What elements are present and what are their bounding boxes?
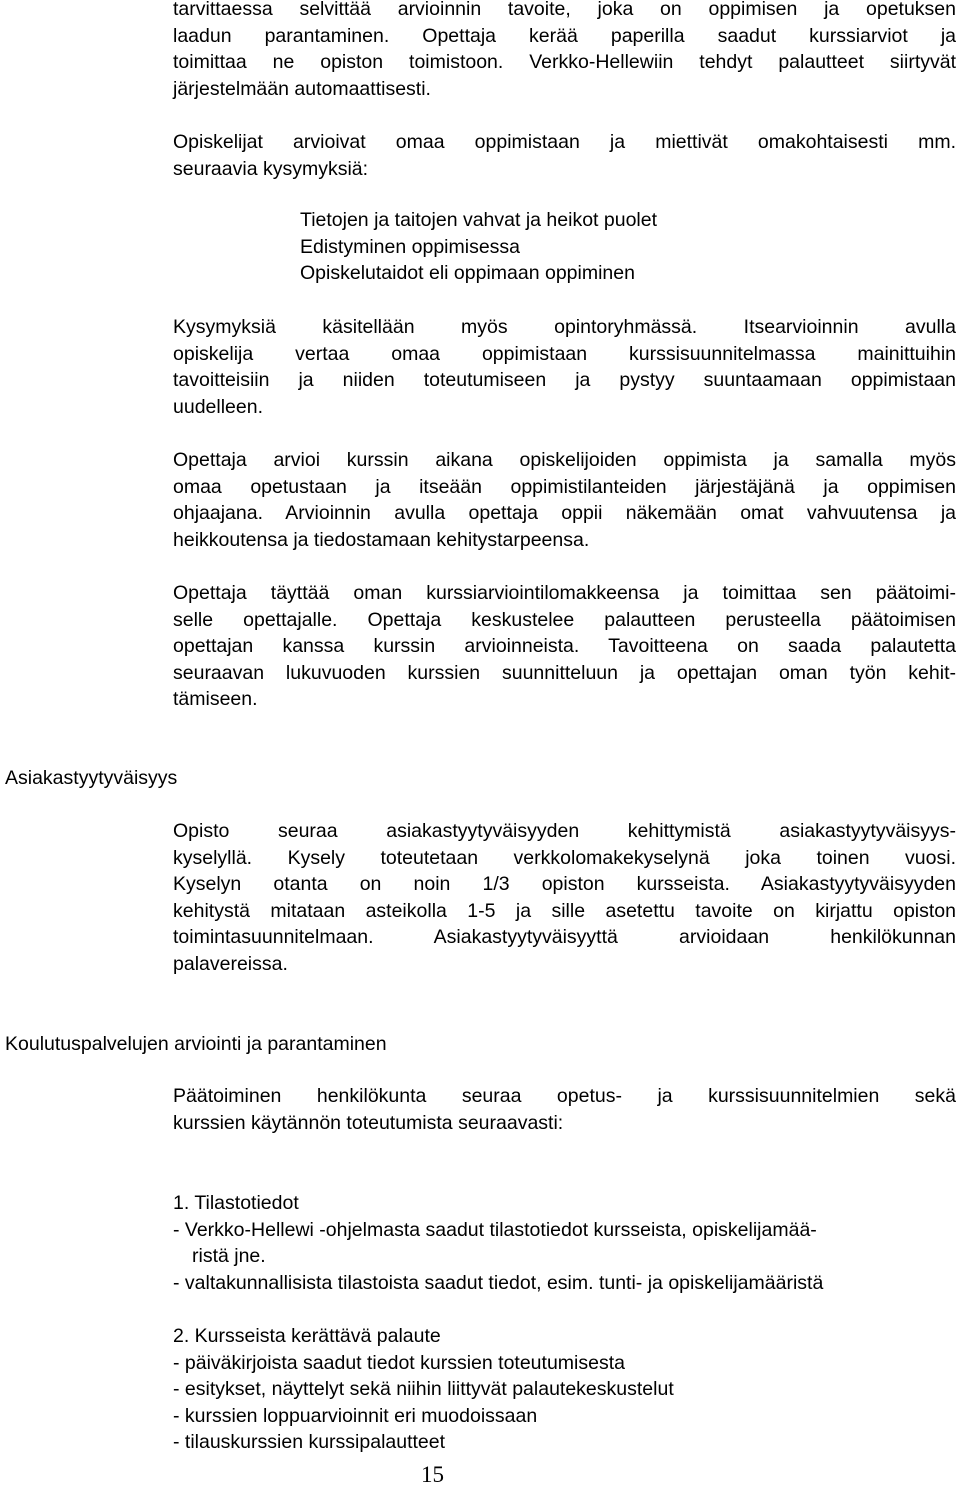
- question-item: Edistyminen oppimisessa: [300, 235, 521, 258]
- text-line: Päätoiminen henkilökunta seuraa opetus- ja kurssisuunnitelmien sekä: [173, 1085, 956, 1107]
- text-line: heikkoutensa ja tiedostamaan kehitystarpeensa.: [173, 528, 590, 551]
- text-line: Kyselyn otanta on noin 1/3 opiston kursseista. Asiakastyytyväisyyden: [173, 873, 956, 895]
- text-line: seuraavan lukuvuoden kurssien suunnitteluun ja opettajan oman työn kehit-: [173, 661, 956, 684]
- page-number: 15: [421, 1462, 444, 1487]
- text-line: Opiskelijat arvioivat omaa oppimistaan ja miettivät omakohtaisesti mm.: [173, 131, 956, 153]
- section-heading-customer-satisfaction: Asiakastyytyväisyys: [5, 767, 178, 789]
- text-line: opettajan kanssa kurssin arvioinneista. Tavoitteena on saada palautetta: [173, 635, 956, 657]
- text-line: tarvittaessa selvittää arvioinnin tavoite, joka on oppimisen ja opetuksen: [173, 0, 956, 20]
- text-line: palavereissa.: [173, 952, 288, 975]
- statistics-list: [173, 1190, 956, 1296]
- text-line: järjestelmään automaattisesti.: [173, 77, 431, 100]
- list-title: 1. Tilastotiedot: [173, 1192, 299, 1214]
- top-paragraph: [173, 0, 956, 102]
- list-item: - kurssien loppuarvioinnit eri muodoissaan: [173, 1404, 538, 1427]
- text-line: Opisto seuraa asiakastyytyväisyyden kehittymistä asiakastyytyväisyys-: [173, 820, 956, 842]
- text-line: uudelleen.: [173, 395, 263, 418]
- teacher-eval-paragraph: [173, 447, 956, 553]
- text-line: kurssien käytännön toteutumista seuraavasti:: [173, 1111, 564, 1134]
- self-eval-intro: [173, 129, 956, 182]
- teacher-form-paragraph: [173, 580, 956, 713]
- text-line: Opettaja arvioi kurssin aikana opiskelijoiden oppimista ja samalla myös: [173, 449, 956, 471]
- text-line: tavoitteisiin ja niiden toteutumiseen ja pystyy suuntaamaan oppimistaan: [173, 369, 956, 391]
- question-item: Tietojen ja taitojen vahvat ja heikot puolet: [300, 209, 658, 231]
- list-item: - tilauskurssien kurssipalautteet: [173, 1431, 446, 1453]
- text-line: opiskelija vertaa omaa oppimistaan kurssisuunnitelmassa mainittuihin: [173, 342, 956, 365]
- text-line: omaa opetustaan ja itseään oppimistilanteiden järjestäjänä ja oppimisen: [173, 475, 956, 498]
- text-line: kehitystä mitataan asteikolla 1-5 ja sille asetettu tavoite on kirjattu opiston: [173, 899, 956, 922]
- text-line: laadun parantaminen. Opettaja kerää paperilla saadut kurssiarviot ja: [173, 24, 956, 47]
- question-item: Opiskelutaidot eli oppimaan oppiminen: [300, 262, 635, 284]
- list-item-continuation: ristä jne.: [192, 1245, 266, 1267]
- text-line: toimittaa ne opiston toimistoon. Verkko-Hellewiin tehdyt palautteet siirtyvät: [173, 51, 956, 73]
- text-line: Opettaja täyttää oman kurssiarviointilomakkeensa ja toimittaa sen päätoimi-: [173, 582, 956, 604]
- text-line: kyselyllä. Kysely toteutetaan verkkolomakekyselynä joka toinen vuosi.: [173, 846, 956, 869]
- text-line: Kysymyksiä käsitellään myös opintoryhmässä. Itsearvioinnin avulla: [173, 316, 956, 338]
- section-heading-training-evaluation: Koulutuspalvelujen arviointi ja parantaminen: [5, 1033, 387, 1055]
- list-title: 2. Kursseista kerättävä palaute: [173, 1325, 441, 1347]
- text-line: toimintasuunnitelmaan. Asiakastyytyväisyyttä arvioidaan henkilökunnan: [173, 926, 956, 948]
- text-line: selle opettajalle. Opettaja keskustelee palautteen perusteella päätoimisen: [173, 608, 956, 631]
- customer-satisfaction-paragraph: [173, 818, 956, 977]
- list-item: - päiväkirjoista saadut tiedot kurssien toteutumisesta: [173, 1351, 625, 1374]
- list-item: - esitykset, näyttelyt sekä niihin liittyvät palautekeskustelut: [173, 1378, 674, 1400]
- training-intro-paragraph: [173, 1083, 956, 1136]
- self-eval-questions: [300, 207, 657, 287]
- self-eval-paragraph: [173, 314, 956, 420]
- list-item: - Verkko-Hellewi -ohjelmasta saadut tilastotiedot kursseista, opiskelijamää-: [173, 1218, 817, 1241]
- text-line: ohjaajana. Arvioinnin avulla opettaja oppii näkemään omat vahvuutensa ja: [173, 502, 956, 524]
- text-line: seuraavia kysymyksiä:: [173, 157, 369, 180]
- feedback-list: [173, 1323, 956, 1456]
- list-item: - valtakunnallisista tilastoista saadut tiedot, esim. tunti- ja opiskelijamääristä: [173, 1271, 824, 1294]
- text-line: tämiseen.: [173, 688, 258, 710]
